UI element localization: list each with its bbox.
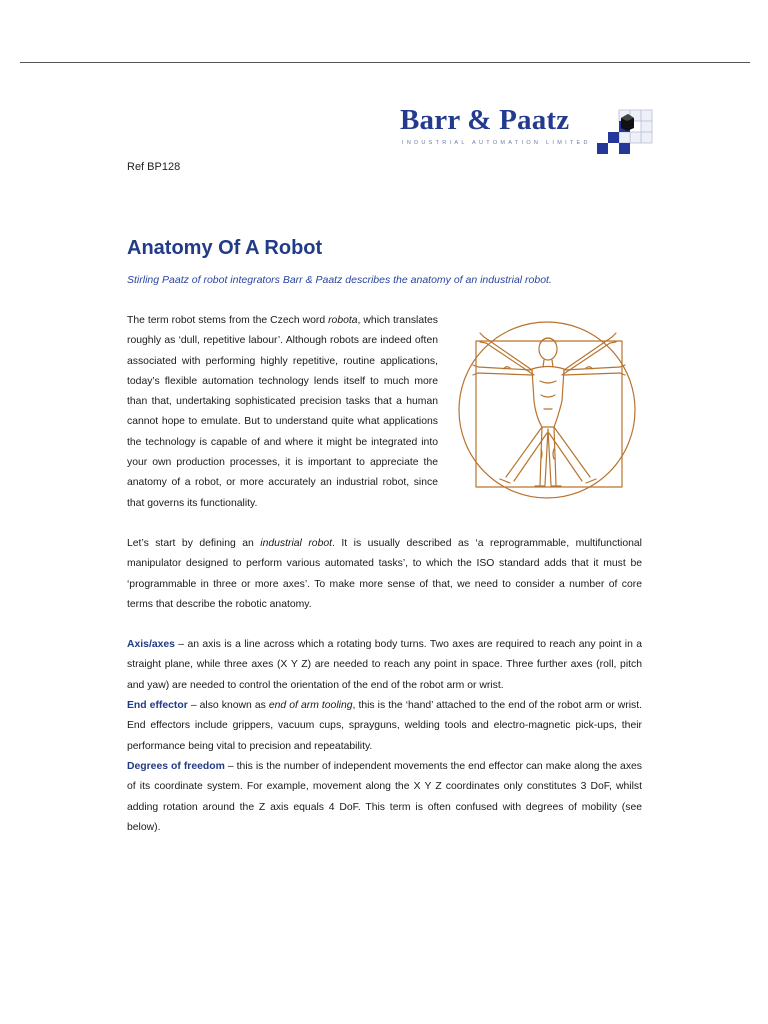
vitruvian-man-illustration <box>444 309 654 501</box>
term-axes: Axis/axes – an axis is a line across which a rotating body turns. Two axes are required to reach any point in a straight plane, while three axes (X Y Z) are needed to reach any point in space. Three further axes (roll, pitch and yaw) are needed to control the orientation of the end of the robot arm or wrist. <box>127 639 642 691</box>
intro-paragraph: The term robot stems from the Czech word robota, which translates roughly as ‘dull, repetitive labour’. Although robots are indeed often associated with performing highly repetitive, routine applications, today’s flexible automation technology lends itself to much more than that, undertaking sophisticated precision tasks that a human cannot hope to emulate. But to understand quite what applications the technology is capable of and where it might be integrated into your own production processes, it is important to appreciate the anatomy of a robot, or more accurately an industrial robot, since that governs its functionality. <box>127 315 438 509</box>
term-end-effector: End effector – also known as end of arm tooling, this is the ‘hand’ attached to the end of the robot arm or wrist. End effectors include grippers, vacuum cups, sprayguns, welding tools and electro-magnetic pick-ups, their performance being vital to precision and repeatability. <box>127 700 642 752</box>
reference-number: Ref BP128 <box>127 161 181 173</box>
article-subtitle: Stirling Paatz of robot integrators Barr & Paatz describes the anatomy of an industrial robot. <box>127 274 552 286</box>
company-logo <box>400 104 660 164</box>
logo-tagline: INDUSTRIAL AUTOMATION LIMITED <box>402 140 591 146</box>
definition-paragraph: Let’s start by defining an industrial robot. It is usually described as ‘a reprogrammable, multifunctional manipulator designed to perform various automated tasks’, to which the ISO standard adds that it must be ‘programmable in three or more axes’. To make more sense of that, we need to consider a number of core terms that describe the robotic anatomy. <box>127 537 642 610</box>
article-title: Anatomy Of A Robot <box>127 237 323 259</box>
term-heading: Axis/axes <box>127 639 175 651</box>
term-heading: Degrees of freedom <box>127 760 225 772</box>
cube-logo-icon <box>590 106 660 162</box>
article-body <box>127 311 642 838</box>
term-degrees-of-freedom: Degrees of freedom – this is the number of independent movements the end effector can make along the axes of its coordinate system. For example, movement along the X Y Z coordinates only constitutes 3 DoF, whilst adding rotation around the Z axis equals 4 DoF. This term is often confused with degrees of mobility (see below). <box>127 760 642 833</box>
term-heading: End effector <box>127 700 188 712</box>
top-divider <box>20 62 750 63</box>
logo-wordmark: Barr & Paatz <box>400 104 570 136</box>
